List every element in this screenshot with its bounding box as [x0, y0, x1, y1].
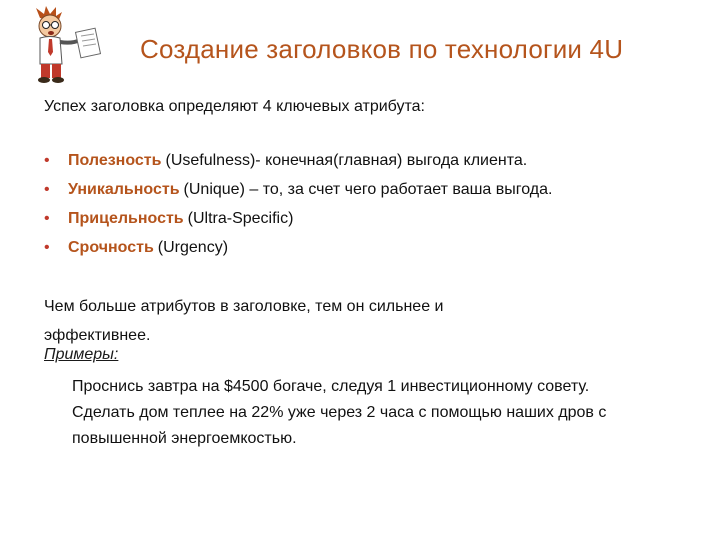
list-item — [44, 210, 552, 239]
examples-label: Примеры: — [44, 346, 119, 363]
list-item — [44, 181, 552, 210]
attribute-description: (Ultra-Specific) — [187, 210, 294, 227]
slide-title: Создание заголовков по технологии 4U — [140, 34, 624, 64]
bullet-icon: • — [44, 210, 50, 227]
attribute-term: Уникальность — [68, 181, 180, 198]
summary-line: Чем больше атрибутов в заголовке, тем он сильнее и — [44, 298, 444, 315]
bullet-icon: • — [44, 181, 50, 198]
attribute-description: (Usefulness)- конечная(главная) выгода клиента. — [165, 152, 528, 169]
attribute-list — [44, 152, 552, 268]
examples-text — [72, 374, 702, 452]
intro-text: Успех заголовка определяют 4 ключевых атрибута: — [44, 98, 425, 115]
bullet-icon: • — [44, 239, 50, 256]
summary-text — [44, 292, 443, 350]
attribute-term: Полезность — [68, 152, 162, 169]
example-line: Проснись завтра на $4500 богаче, следуя 1 инвестиционному совету. — [72, 378, 590, 395]
attribute-description: (Unique) – то, за счет чего работает ваша выгода. — [183, 181, 553, 198]
cartoon-man-reading-icon — [28, 4, 104, 84]
example-line: повышенной энергоемкостью. — [72, 430, 297, 447]
list-item — [44, 152, 552, 181]
attribute-term: Прицельность — [68, 210, 184, 227]
bullet-icon: • — [44, 152, 50, 169]
summary-line: эффективнее. — [44, 327, 151, 344]
example-line: Сделать дом теплее на 22% уже через 2 часа с помощью наших дров с — [72, 404, 607, 421]
list-item — [44, 239, 552, 268]
attribute-term: Срочность — [68, 239, 154, 256]
attribute-description: (Urgency) — [157, 239, 229, 256]
